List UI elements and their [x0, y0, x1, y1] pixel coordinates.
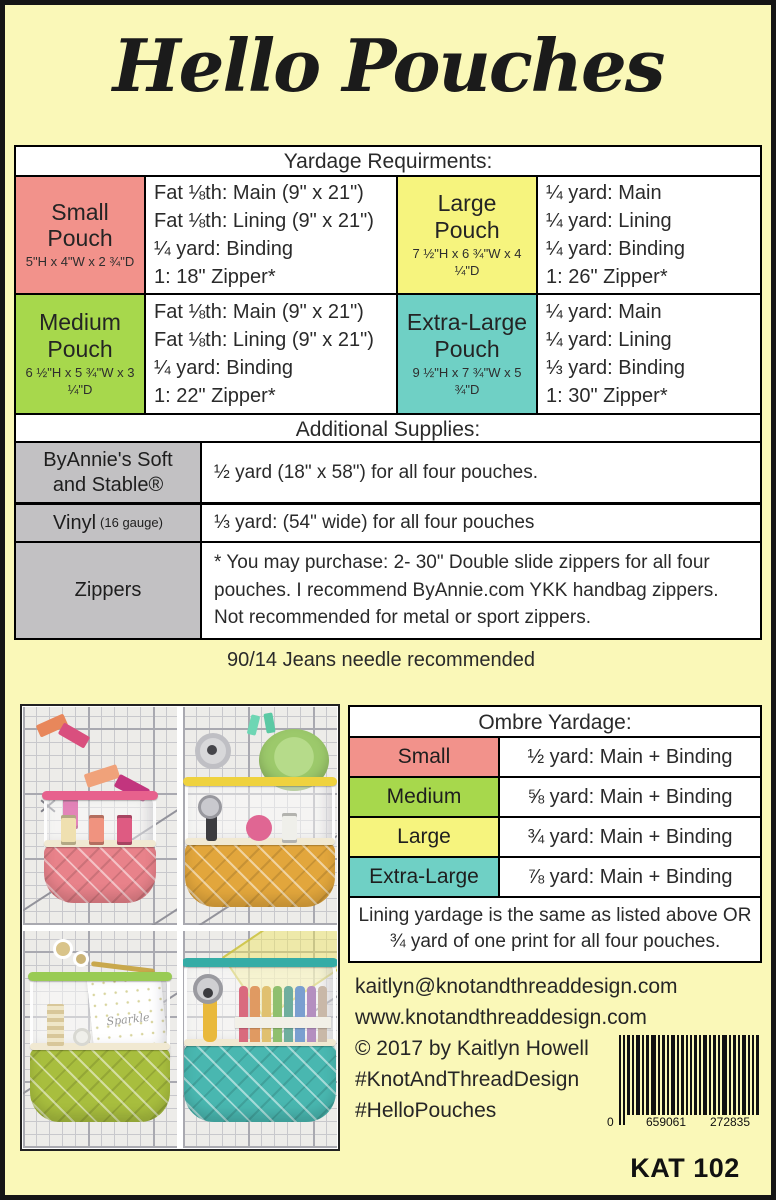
contact-website: www.knotandthreaddesign.com	[355, 1006, 647, 1029]
barcode-bars	[619, 1035, 759, 1127]
fabric-pinwheel	[58, 722, 90, 748]
vinyl-top	[30, 976, 170, 1050]
requirement-line: ¼ yard: Binding	[154, 238, 293, 260]
pouch-dimensions: 6 ½"H x 5 ¾"W x 3 ¼"D	[25, 365, 135, 397]
photo-medium-green-pouch	[23, 931, 177, 1149]
small-pink-pouch	[44, 795, 156, 903]
ombre-table-header: Ombre Yardage:	[350, 707, 760, 738]
requirement-line: 1: 18" Zipper*	[154, 266, 276, 288]
barcode-digit-group: 659061	[637, 1115, 695, 1129]
washi-tape-roll	[73, 951, 89, 967]
requirement-line: Fat ⅛th: Main (9" x 21")	[154, 301, 364, 323]
fabric-band	[235, 1017, 331, 1028]
quilted-base	[30, 1048, 170, 1122]
thread-spool	[89, 815, 104, 845]
quilted-base	[44, 845, 156, 903]
pouch-name: Small Pouch	[47, 198, 113, 252]
supply-value: ⅓ yard: (54" wide) for all four pouches	[214, 512, 535, 534]
requirement-line: ¼ yard: Main	[546, 182, 662, 204]
zipper	[183, 777, 337, 786]
quilted-base	[184, 1044, 336, 1122]
pouch-photo-grid	[20, 704, 340, 1151]
pouch-dimensions: 9 ½"H x 7 ¾"W x 5 ¾"D	[412, 365, 522, 397]
ombre-size-label: Small	[350, 738, 500, 776]
pouch-name: Medium Pouch	[39, 309, 121, 362]
barcode-digits	[607, 1115, 759, 1129]
requirement-line: ¼ yard: Lining	[546, 210, 672, 232]
pouch-requirements-large	[538, 177, 760, 295]
page-title: Hello Pouches	[112, 23, 664, 108]
needle-note: 90/14 Jeans needle recommended	[227, 649, 535, 671]
ombre-yardage-value: ½ yard: Main + Binding	[527, 745, 733, 768]
large-gold-pouch	[185, 781, 335, 907]
pouch-label-small	[16, 177, 146, 295]
extra-large-teal-pouch	[184, 962, 336, 1122]
ombre-size-label: Medium	[350, 778, 500, 816]
supply-row-zippers	[16, 543, 760, 638]
pouch-requirements-small	[146, 177, 398, 295]
hashtag-pattern: #HelloPouches	[355, 1099, 497, 1122]
requirement-line: ¼ yard: Main	[546, 301, 662, 323]
supplies-header: Additional Supplies:	[16, 413, 760, 443]
yardage-table	[14, 145, 762, 640]
ombre-yardage-value: ¾ yard: Main + Binding	[527, 825, 733, 848]
pouch-name: Extra-Large Pouch	[406, 309, 528, 362]
sewing-clip	[247, 714, 261, 736]
supply-label-text: Vinyl	[53, 511, 97, 534]
contact-email: kaitlyn@knotandthreaddesign.com	[355, 975, 678, 998]
pouch-label-large	[398, 177, 538, 295]
ombre-row-small	[350, 738, 760, 778]
requirement-line: Fat ⅛th: Lining (9" x 21")	[154, 329, 374, 351]
ombre-yardage-value: ⅞ yard: Main + Binding	[527, 865, 733, 888]
ombre-row-extra-large	[350, 858, 760, 898]
sparkle-notebook: Sparkle	[87, 971, 170, 1066]
ombre-size-label: Large	[350, 818, 500, 856]
supply-label	[16, 543, 202, 638]
ombre-row-large	[350, 818, 760, 858]
requirement-line: Fat ⅛th: Lining (9" x 21")	[154, 210, 374, 232]
supply-value: * You may purchase: 2- 30" Double slide zippers for all four pouches. I recommend ByAnnie.com YKK handbag zippers. Not recommended for metal or sport zippers.	[214, 552, 719, 629]
requirement-line: ¼ yard: Binding	[154, 357, 293, 379]
upc-barcode	[607, 1035, 759, 1129]
supply-label-text: Zippers	[74, 578, 142, 601]
requirement-line: ¼ yard: Binding	[546, 238, 685, 260]
barcode-digit-group: 0	[607, 1115, 614, 1129]
ombre-yardage-value: ⅝ yard: Main + Binding	[527, 785, 733, 808]
pouch-requirements-medium	[146, 295, 398, 413]
gold-thread-spool	[47, 1004, 64, 1046]
photo-large-gold-pouch	[183, 707, 337, 925]
vinyl-top	[184, 962, 336, 1046]
tape-roll	[73, 1028, 91, 1046]
rotary-cutter-blade	[198, 795, 222, 819]
supply-value: ½ yard (18" x 58") for all four pouches.	[214, 461, 538, 483]
pouch-name: Large Pouch	[434, 190, 500, 243]
lining-note: Lining yardage is the same as listed above OR ¾ yard of one print for all four pouches.	[358, 905, 752, 952]
yardage-table-body	[16, 177, 760, 413]
thread-spool	[117, 815, 132, 845]
photo-extra-large-teal-pouch	[183, 931, 337, 1149]
folded-fabric-bundle	[239, 986, 327, 1042]
yardage-table-header: Yardage Requirments:	[16, 147, 760, 177]
pouch-label-extra-large	[398, 295, 538, 413]
copyright-line: © 2017 by Kaitlyn Howell	[355, 1037, 589, 1060]
pouch-dimensions: 7 ½"H x 6 ¾"W x 4 ¼"D	[412, 246, 522, 278]
zipper	[183, 958, 337, 967]
ombre-yardage-table	[348, 705, 762, 963]
supply-row-soft-and-stable	[16, 443, 760, 505]
medium-green-pouch	[30, 976, 170, 1122]
thread-spool	[61, 815, 76, 845]
ombre-size-label: Extra-Large	[350, 858, 500, 896]
washi-tape-roll	[53, 939, 73, 959]
pouch-requirements-extra-large	[538, 295, 760, 413]
quilted-base	[185, 843, 335, 907]
barcode-digit-group: 272835	[701, 1115, 759, 1129]
zipper	[28, 972, 172, 981]
supply-label	[16, 505, 202, 541]
requirement-line: 1: 26" Zipper*	[546, 266, 668, 288]
thread-spool	[282, 813, 297, 843]
sewing-clip	[263, 712, 275, 733]
supply-row-vinyl	[16, 505, 760, 543]
supply-label-text: ByAnnie's Soft and Stable®	[43, 448, 173, 496]
requirement-line: ⅓ yard: Binding	[546, 357, 685, 379]
tape-measure-hub	[207, 745, 217, 755]
pattern-code: KAT 102	[630, 1153, 740, 1183]
supply-label-suffix: (16 gauge)	[100, 514, 163, 530]
requirement-line: 1: 22" Zipper*	[154, 385, 276, 407]
photo-small-pink-pouch	[23, 707, 177, 925]
requirement-line: ¼ yard: Lining	[546, 329, 672, 351]
pouch-dimensions: 5"H x 4"W x 2 ¾"D	[25, 254, 135, 270]
ombre-row-medium	[350, 778, 760, 818]
pouch-label-medium	[16, 295, 146, 413]
vinyl-top	[185, 781, 335, 845]
zipper	[42, 791, 158, 800]
supply-label	[16, 443, 202, 502]
rotary-cutter-hub	[203, 988, 213, 998]
requirement-line: 1: 30" Zipper*	[546, 385, 668, 407]
pincushion	[246, 815, 272, 841]
requirement-line: Fat ⅛th: Main (9" x 21")	[154, 182, 364, 204]
hashtag-brand: #KnotAndThreadDesign	[355, 1068, 580, 1091]
